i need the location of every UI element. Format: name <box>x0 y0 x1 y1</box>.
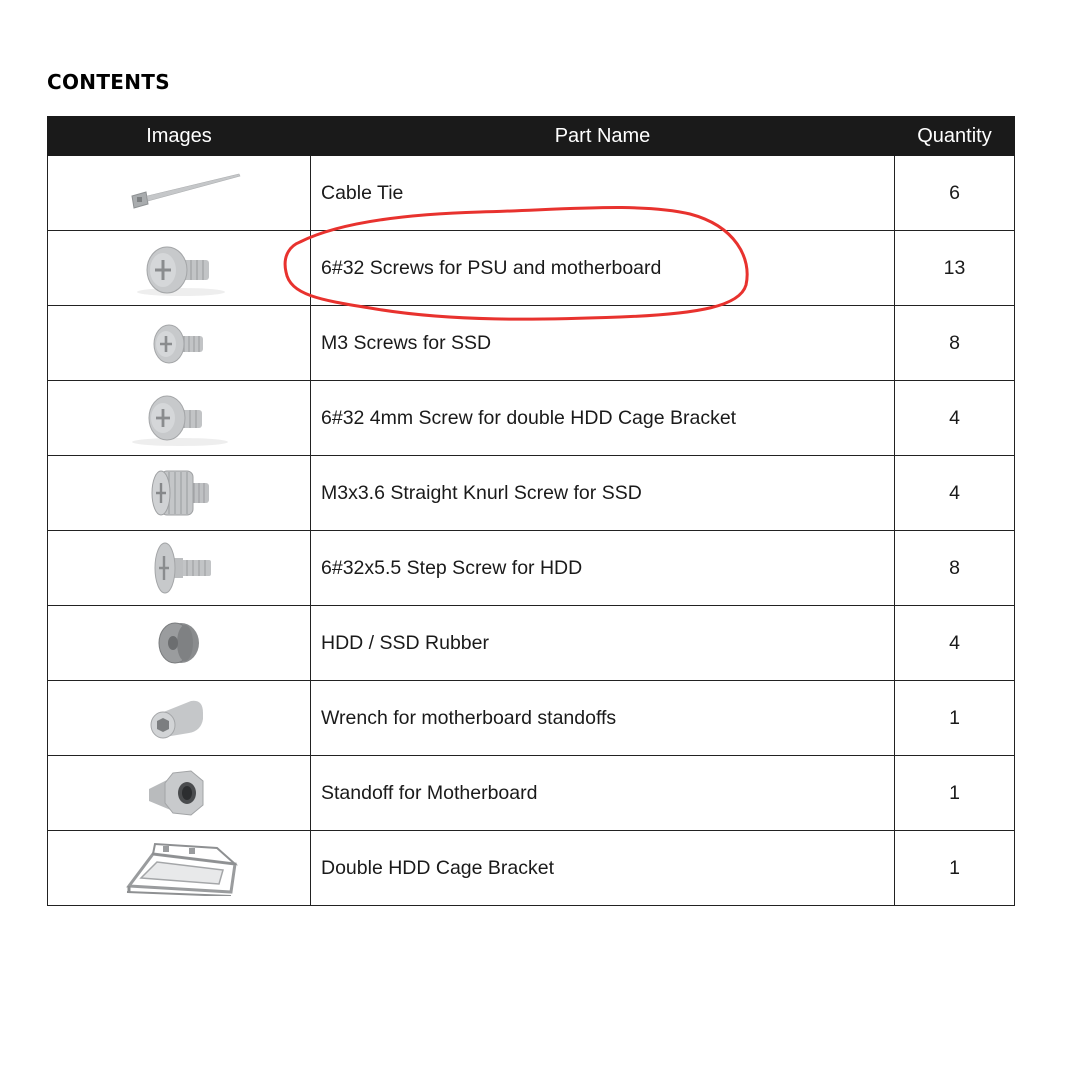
contents-table <box>47 116 1015 906</box>
table-row <box>48 531 1015 606</box>
table-row <box>48 681 1015 756</box>
quantity-cell: 8 <box>895 531 1015 606</box>
image-cell <box>48 456 311 531</box>
hex-wrench-icon <box>139 693 219 743</box>
part-name-cell: M3x3.6 Straight Knurl Screw for SSD <box>311 456 895 531</box>
quantity-cell: 6 <box>895 156 1015 231</box>
table-row <box>48 231 1015 306</box>
images-column-header: Images <box>48 117 311 156</box>
image-cell <box>48 831 311 906</box>
quantity-cell: 1 <box>895 681 1015 756</box>
part-name-cell: 6#32 Screws for PSU and motherboard <box>311 231 895 306</box>
table-row <box>48 381 1015 456</box>
part-name-cell: 6#32x5.5 Step Screw for HDD <box>311 531 895 606</box>
cable-tie-icon <box>114 168 244 218</box>
pan-head-screw-icon <box>124 386 234 450</box>
image-cell <box>48 531 311 606</box>
part-name-cell: Cable Tie <box>311 156 895 231</box>
knurled-thumb-screw-icon <box>129 465 229 521</box>
part-name-cell: Wrench for motherboard standoffs <box>311 681 895 756</box>
table-row <box>48 456 1015 531</box>
hdd-cage-bracket-icon <box>119 840 239 896</box>
table-row <box>48 306 1015 381</box>
part-name-cell: 6#32 4mm Screw for double HDD Cage Bracket <box>311 381 895 456</box>
table-row <box>48 756 1015 831</box>
image-cell <box>48 756 311 831</box>
table-header-row <box>48 117 1015 156</box>
part-name-column-header: Part Name <box>311 117 895 156</box>
part-name-cell: M3 Screws for SSD <box>311 306 895 381</box>
pan-head-screw-icon <box>129 236 229 300</box>
image-cell <box>48 231 311 306</box>
table-row <box>48 606 1015 681</box>
part-name-cell: Double HDD Cage Bracket <box>311 831 895 906</box>
quantity-cell: 8 <box>895 306 1015 381</box>
quantity-cell: 4 <box>895 456 1015 531</box>
step-screw-icon <box>129 538 229 598</box>
image-cell <box>48 306 311 381</box>
quantity-cell: 1 <box>895 831 1015 906</box>
quantity-cell: 4 <box>895 381 1015 456</box>
rubber-grommet-icon <box>149 617 209 669</box>
quantity-column-header: Quantity <box>895 117 1015 156</box>
part-name-cell: Standoff for Motherboard <box>311 756 895 831</box>
table-row <box>48 156 1015 231</box>
section-title: CONTENTS <box>47 70 170 94</box>
quantity-cell: 13 <box>895 231 1015 306</box>
standoff-icon <box>139 767 219 819</box>
part-name-cell: HDD / SSD Rubber <box>311 606 895 681</box>
quantity-cell: 1 <box>895 756 1015 831</box>
table-row <box>48 831 1015 906</box>
image-cell <box>48 681 311 756</box>
image-cell <box>48 381 311 456</box>
image-cell <box>48 156 311 231</box>
quantity-cell: 4 <box>895 606 1015 681</box>
image-cell <box>48 606 311 681</box>
pan-head-screw-icon <box>129 315 229 371</box>
